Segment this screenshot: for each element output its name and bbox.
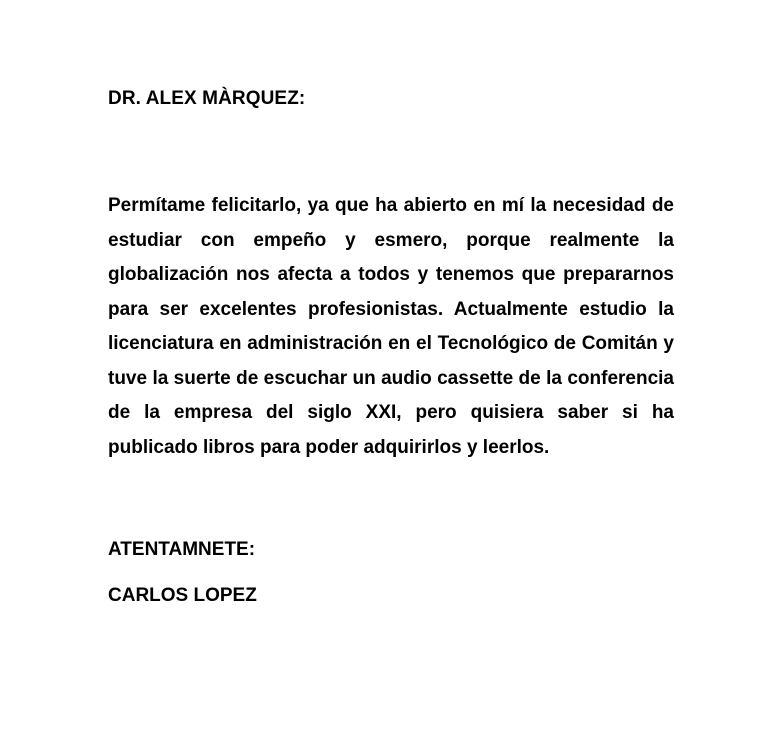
letter-body: Permítame felicitarlo, ya que ha abierto en mí la necesidad de estudiar con empeño y esmero, porque realmente la globalización nos afecta a todos y tenemos que prepararnos para ser excelentes profesionistas. Actualmente estudio la licenciatura en administración en el Tecnológico de Comitán y tuve la suerte de escuchar un audio cassette de la conferencia de la empresa del siglo XXI, pero quisiera saber si ha publicado libros para poder adquirirlos y leerlos. [108,195,674,458]
letter-salutation: DR. ALEX MÀRQUEZ: [108,88,306,109]
letter-closing: ATENTAMNETE: [108,539,256,560]
letter-signature: CARLOS LOPEZ [108,585,257,606]
